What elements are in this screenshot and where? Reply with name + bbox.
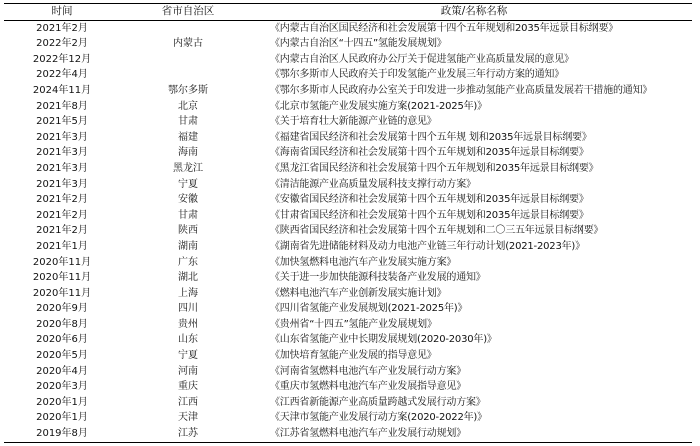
province-cell: 广东 xyxy=(178,256,198,268)
time-cell: 2020年1月 xyxy=(36,396,88,408)
province-cell: 贵州 xyxy=(178,318,198,330)
time-cell: 2021年2月 xyxy=(36,225,88,237)
table-row xyxy=(4,192,692,208)
province-cell: 宁夏 xyxy=(178,350,198,362)
policy-cell: 《关于进一步加快能源科技装备产业发展的通知》 xyxy=(270,272,486,284)
province-cell: 陕西 xyxy=(178,225,198,237)
province-cell: 四川 xyxy=(178,303,198,315)
table-row xyxy=(4,301,692,317)
province-cell: 海南 xyxy=(178,147,198,159)
time-cell: 2021年1月 xyxy=(36,240,88,252)
province-cell: 内蒙古 xyxy=(173,38,203,50)
table-row xyxy=(4,426,692,442)
table-row xyxy=(4,379,692,395)
time-cell: 2021年2月 xyxy=(36,194,88,206)
time-cell: 2021年3月 xyxy=(36,162,88,174)
policy-table-page xyxy=(0,3,700,446)
time-cell: 2020年9月 xyxy=(36,303,88,315)
province-cell: 北京 xyxy=(178,100,198,112)
province-cell: 河南 xyxy=(178,365,198,377)
policy-cell: 《内蒙古自治区人民政府办公厅关于促进氢能产业高质量发展的意见》 xyxy=(270,53,574,65)
time-cell: 2020年8月 xyxy=(36,318,88,330)
policy-cell: 《山东省氢能产业中长期发展规划(2020-2030年)》 xyxy=(270,334,497,346)
table-row xyxy=(4,270,692,286)
province-cell: 湖南 xyxy=(178,240,198,252)
table-row xyxy=(4,223,692,239)
table-header-row xyxy=(4,4,692,21)
policy-cell: 《加快培育氢能产业发展的指导意见》 xyxy=(270,350,437,362)
province-cell: 湖北 xyxy=(178,272,198,284)
table-row xyxy=(4,36,692,52)
time-cell: 2021年3月 xyxy=(36,178,88,190)
table-row xyxy=(4,348,692,364)
time-cell: 2022年4月 xyxy=(36,69,88,81)
time-cell: 2020年3月 xyxy=(36,381,88,393)
time-cell: 2021年5月 xyxy=(36,116,88,128)
policy-cell: 《安徽省国民经济和社会发展第十四个五年规划和2035年远景目标纲要》 xyxy=(270,194,589,206)
policy-cell: 《海南省国民经济和社会发展第十四个五年规划和2035年远景目标纲要》 xyxy=(270,147,589,159)
province-cell: 甘肃 xyxy=(178,209,198,221)
time-cell: 2020年11月 xyxy=(32,256,92,268)
province-cell: 鄂尔多斯 xyxy=(168,84,208,96)
policy-cell: 《陕西省国民经济和社会发展第十四个五年规划和二〇三五年远景目标纲要》 xyxy=(270,225,604,237)
province-cell xyxy=(120,52,256,68)
table-row xyxy=(4,332,692,348)
table-row xyxy=(4,145,692,161)
table-row xyxy=(4,239,692,255)
province-cell: 山东 xyxy=(178,334,198,346)
province-cell: 宁夏 xyxy=(178,178,198,190)
policy-cell: 《四川省氢能产业发展规划(2021-2025年)》 xyxy=(270,303,468,315)
province-cell xyxy=(120,67,256,83)
time-cell: 2020年11月 xyxy=(32,272,92,284)
time-cell: 2021年2月 xyxy=(36,22,88,34)
time-cell: 2020年5月 xyxy=(36,350,88,362)
table-row xyxy=(4,317,692,333)
table-row xyxy=(4,114,692,130)
policy-table xyxy=(4,3,692,443)
policy-cell: 《关于培育壮大新能源产业链的意见》 xyxy=(270,116,437,128)
table-row xyxy=(4,395,692,411)
table-row xyxy=(4,161,692,177)
policy-cell: 《福建省国民经济和社会发展第十四个五年规 划和2035年远景目标纲要》 xyxy=(270,131,592,143)
time-cell: 2020年6月 xyxy=(36,334,88,346)
policy-cell: 《北京市氢能产业发展实施方案(2021-2025年)》 xyxy=(270,100,487,112)
time-cell: 2022年2月 xyxy=(36,38,88,50)
table-body xyxy=(4,20,692,442)
table-row xyxy=(4,364,692,380)
policy-cell: 《河南省氢燃料电池汽车产业发展行动方案》 xyxy=(270,365,466,377)
province-cell: 天津 xyxy=(178,412,198,424)
policy-cell: 《湖南省先进储能材料及动力电池产业链三年行动计划(2021-2023年)》 xyxy=(270,240,585,252)
province-cell: 江西 xyxy=(178,396,198,408)
policy-cell: 《鄂尔多斯市人民政府关于印发氢能产业发展三年行动方案的通知》 xyxy=(270,69,564,81)
province-cell: 重庆 xyxy=(178,381,198,393)
time-cell: 2021年2月 xyxy=(36,209,88,221)
province-cell xyxy=(120,20,256,36)
policy-cell: 《天津市氢能产业发展行动方案(2020-2022年)》 xyxy=(270,412,487,424)
policy-cell: 《内蒙古自治区“十四五”氢能发展规划》 xyxy=(270,38,447,50)
table-row xyxy=(4,83,692,99)
table-row xyxy=(4,286,692,302)
table-row xyxy=(4,177,692,193)
time-cell: 2024年11月 xyxy=(32,84,92,96)
table-row xyxy=(4,99,692,115)
table-row xyxy=(4,67,692,83)
province-cell: 江苏 xyxy=(120,426,256,442)
header-policy: 政策/名称名称 xyxy=(256,4,692,21)
province-cell: 甘肃 xyxy=(178,116,198,128)
time-cell: 2020年11月 xyxy=(32,287,92,299)
time-cell: 2021年3月 xyxy=(36,131,88,143)
policy-cell: 《黑龙江省国民经济和社会发展第十四个五年规划和2035年远景目标纲要》 xyxy=(270,162,599,174)
header-province: 省市自治区 xyxy=(120,4,256,21)
policy-cell: 《内蒙古自治区国民经济和社会发展第十四个五年规划和2035年远景目标纲要》 xyxy=(270,22,619,34)
policy-cell: 《贵州省“十四五”氢能产业发展规划》 xyxy=(270,318,437,330)
time-cell: 2020年1月 xyxy=(36,412,88,424)
header-time: 时间 xyxy=(4,4,120,21)
policy-cell: 《江西省新能源产业高质量跨越式发展行动方案》 xyxy=(270,396,486,408)
province-cell: 上海 xyxy=(178,287,198,299)
policy-cell: 《江苏省氢燃料电池汽车产业发展行动规划》 xyxy=(256,426,692,442)
time-cell: 2021年8月 xyxy=(36,100,88,112)
table-row xyxy=(4,410,692,426)
time-cell: 2019年8月 xyxy=(4,426,120,442)
policy-cell: 《加快氢燃料电池汽车产业发展实施方案》 xyxy=(270,256,457,268)
time-cell: 2021年3月 xyxy=(36,147,88,159)
table-row xyxy=(4,208,692,224)
table-row xyxy=(4,130,692,146)
time-cell: 2020年4月 xyxy=(36,365,88,377)
policy-cell: 《甘肃省国民经济和社会发展第十四个五年规划和2035年远景目标纲要》 xyxy=(270,209,589,221)
policy-cell: 《燃料电池汽车产业创新发展实施计划》 xyxy=(270,287,447,299)
table-row xyxy=(4,255,692,271)
policy-cell: 《鄂尔多斯市人民政府办公室关于印发进一步推动氢能产业高质量发展若干措施的通知》 xyxy=(270,84,653,96)
province-cell: 黑龙江 xyxy=(173,162,203,174)
table-row xyxy=(4,20,692,36)
time-cell: 2022年12月 xyxy=(32,53,92,65)
province-cell: 福建 xyxy=(178,131,198,143)
policy-cell: 《清洁能源产业高质量发展科技支撑行动方案》 xyxy=(270,178,476,190)
policy-cell: 《重庆市氢燃料电池汽车产业发展指导意见》 xyxy=(270,381,466,393)
province-cell: 安徽 xyxy=(178,194,198,206)
table-row xyxy=(4,52,692,68)
